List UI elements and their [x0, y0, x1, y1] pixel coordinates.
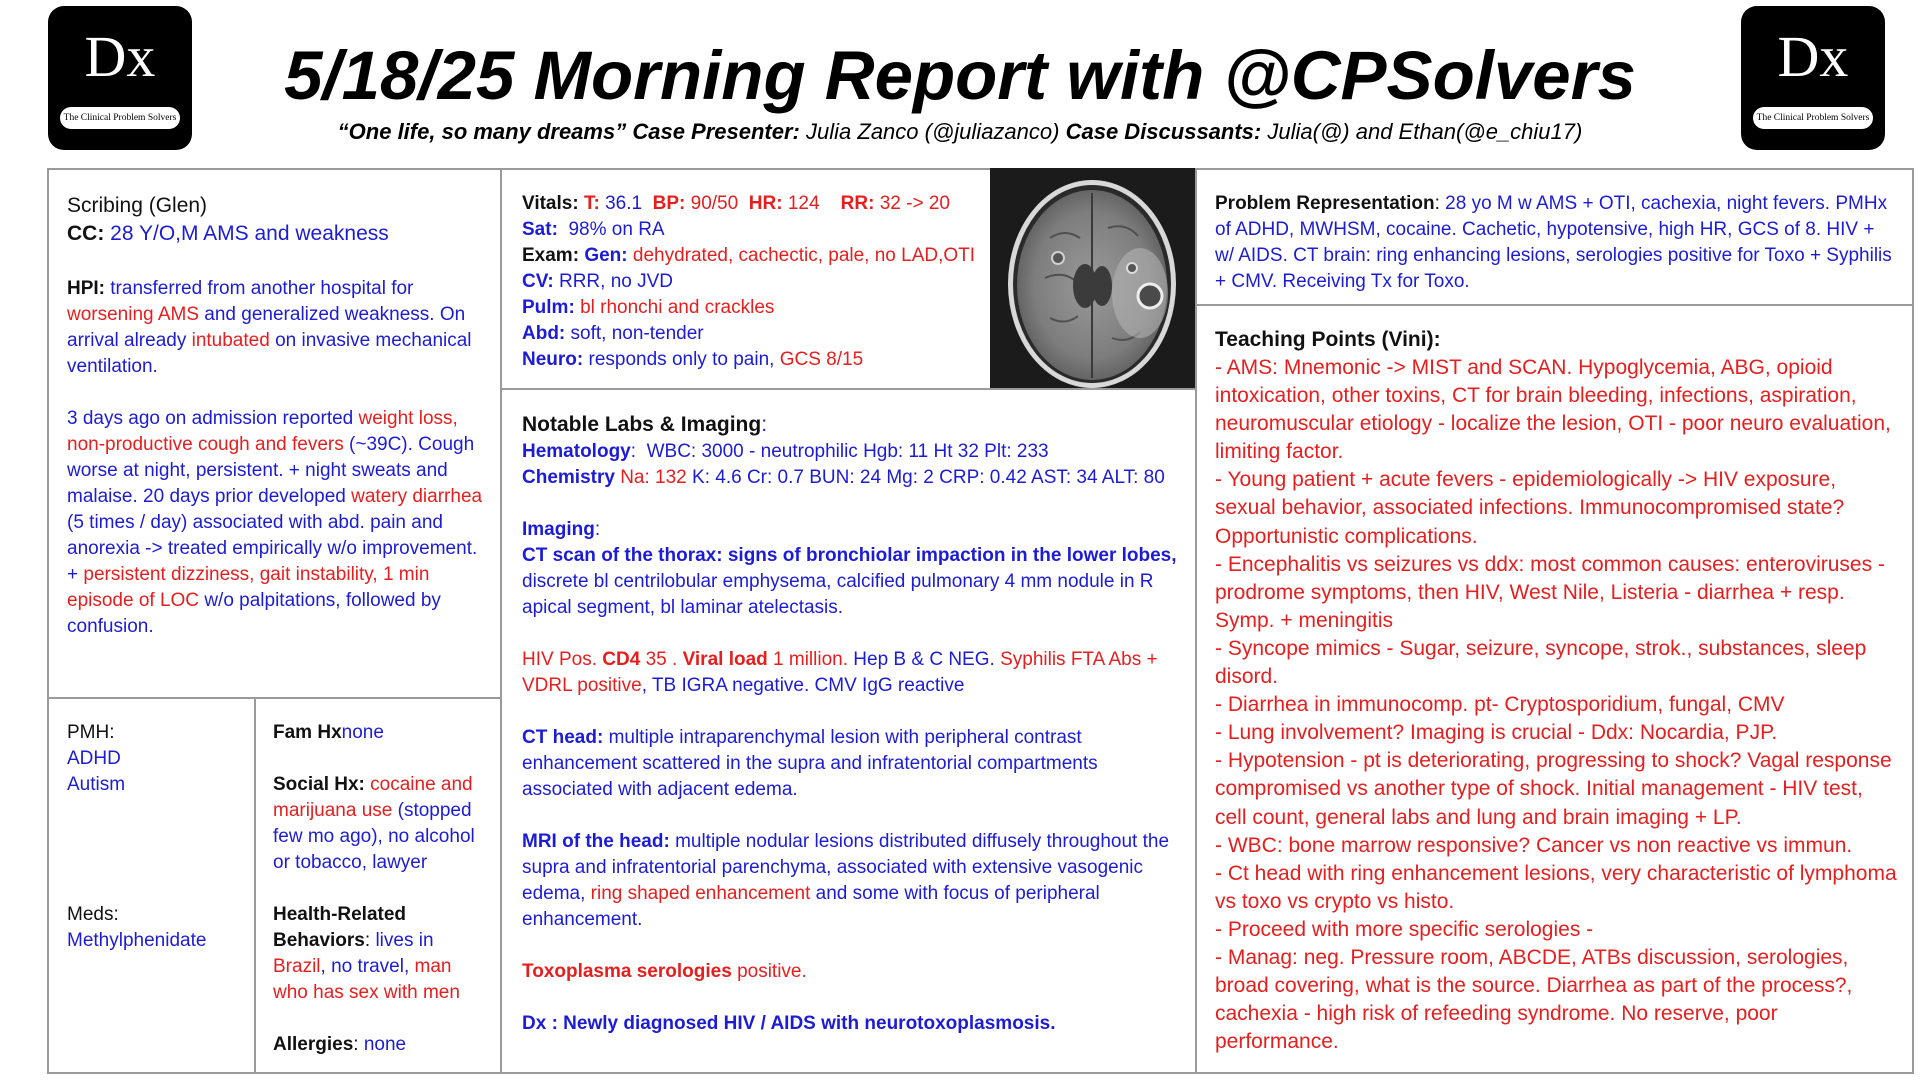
- logo-mark: Dx: [1777, 24, 1849, 89]
- abd-line: [522, 321, 982, 347]
- cps-logo-left: [48, 6, 192, 150]
- imaging-label: Imaging: [522, 519, 595, 540]
- teaching-label: Teaching Points (Vini):: [1215, 328, 1441, 351]
- health-highlight: man who has sex with men: [273, 956, 460, 1003]
- hpi-label: HPI:: [67, 278, 105, 299]
- ct-head-label: CT head:: [522, 727, 604, 748]
- ct-head: [522, 725, 1181, 803]
- neuro-line: [522, 347, 982, 373]
- case-name: “One life, so many dreams”: [337, 119, 627, 144]
- gcs-value: GCS 8/15: [779, 349, 864, 370]
- hpi-text: and generalized weakness. On arrival already: [67, 304, 466, 351]
- teaching-list: [1215, 354, 1900, 1056]
- family-history: [273, 720, 490, 746]
- social-panel: [254, 697, 502, 1074]
- temp-value: 36.1: [605, 193, 643, 214]
- sat-line: [522, 217, 982, 243]
- social-highlight: cocaine and marijuana use: [273, 774, 473, 821]
- vitals-label: Vitals:: [522, 193, 579, 214]
- cc-text: 28 Y/O,M AMS and weakness: [110, 222, 389, 245]
- labs-panel: [500, 388, 1197, 1074]
- discussants-label: Case Discussants:: [1065, 119, 1262, 144]
- exam-line: [522, 243, 982, 269]
- teaching-point: - Ct head with ring enhancement lesions, very characteristic of lymphoma vs toxo vs crypto vs histo.: [1215, 861, 1897, 913]
- discussants-names: Julia(@) and Ethan(@e_chiu17): [1267, 119, 1583, 144]
- hpi-text: transferred from another hospital for: [110, 278, 414, 299]
- cd4-value: 35 .: [645, 649, 678, 670]
- teaching-point: - WBC: bone marrow responsive? Cancer vs non reactive vs immun.: [1215, 833, 1853, 857]
- health-text: , no travel,: [320, 956, 410, 977]
- chem-label: Chemistry: [522, 467, 615, 488]
- hr-value: 124: [787, 193, 820, 214]
- case-subtitle: [200, 117, 1720, 147]
- vl-value: 1 million.: [773, 649, 849, 670]
- history-highlight: watery diarrhea: [351, 486, 483, 507]
- heme-values: WBC: 3000 - neutrophilic Hgb: 11 Ht 32 Plt: 233: [646, 441, 1049, 462]
- bp-value: 90/50: [690, 193, 739, 214]
- abd-label: Abd:: [522, 323, 566, 344]
- teaching-panel: [1195, 304, 1914, 1074]
- history-highlight: weight loss, non-productive cough and fevers: [67, 408, 458, 455]
- hiv-label: HIV: [522, 649, 554, 670]
- logo-tagline: The Clinical Problem Solvers: [60, 107, 180, 129]
- history-paragraph-2: [67, 406, 484, 640]
- gen-label: Gen:: [584, 245, 628, 266]
- allergies: Allergies: none: [273, 1034, 407, 1055]
- chem-sodium: Na: 132: [620, 467, 687, 488]
- pmh-label: PMH: [67, 722, 110, 743]
- pmh-heading: PMH:: [67, 722, 115, 743]
- logo-tagline: The Clinical Problem Solvers: [1753, 107, 1873, 129]
- allergies-label: Allergies: [273, 1034, 354, 1055]
- cv-label: CV:: [522, 271, 554, 292]
- problem-representation: Problem Representation: 28 yo M w AMS + OTI, cachexia, night fevers. PMHx of ADHD, MWHSM, cocaine. Cachetic, hypotensive, high HR, GCS of 8. HIV + w/ AIDS. CT brain: ring enhancing lesions, serologies positive for Toxo + Syphilis + CMV. Receiving Tx for Toxo.: [1215, 193, 1892, 292]
- mri-head-text: and some with focus of peripheral enhancement.: [522, 883, 1100, 930]
- meds-label: Meds: [67, 904, 114, 925]
- labs-heading: Notable Labs & Imaging:: [522, 413, 768, 436]
- neuro-value: responds only to pain,: [588, 349, 775, 370]
- ct-thorax: [522, 543, 1181, 621]
- bp-label: BP:: [652, 193, 686, 214]
- exam-label: Exam:: [522, 245, 580, 266]
- toxo-label: Toxoplasma serologies: [522, 961, 732, 982]
- mri-head: [522, 829, 1181, 933]
- social-text: (stopped few mo ago), no alcohol or tobacco, lawyer: [273, 800, 475, 873]
- sat-value: 98% on RA: [568, 219, 665, 240]
- toxo-value: positive.: [737, 961, 807, 982]
- cv-line: [522, 269, 982, 295]
- health-behaviors: Health-Related Behaviors: lives in Brazil, no travel, man who has sex with men: [273, 904, 460, 1003]
- page-title: 5/18/25 Morning Report with @CPSolvers: [284, 37, 1636, 114]
- vitals-panel: [500, 168, 992, 390]
- hiv-status: Pos.: [558, 649, 597, 670]
- ct-thorax-label: CT scan of the thorax: signs of bronchiolar impaction in the lower lobes,: [522, 545, 1177, 566]
- mri-head-text: multiple nodular lesions distributed diffusely throughout the supra and infratentorial parenchyma, associated with extensive vasogenic edema,: [522, 831, 1170, 904]
- health-label: Health-Related Behaviors: [273, 904, 407, 951]
- hpi-highlight: worsening AMS: [67, 304, 200, 325]
- ring-enhancing-lesion: [1138, 284, 1162, 308]
- pmh-item: ADHD: [67, 748, 121, 769]
- diagnosis-line: [522, 1011, 1181, 1037]
- pmh-panel: [47, 697, 256, 1074]
- tb-cmv-result: , TB IGRA negative. CMV IgG reactive: [641, 675, 965, 696]
- hpi-highlight: intubated: [191, 330, 270, 351]
- problem-panel: [1195, 168, 1914, 306]
- logo-mark: Dx: [84, 24, 156, 89]
- vl-label: Viral load: [682, 649, 768, 670]
- mri-head-highlight: ring shaped enhancement: [590, 883, 811, 904]
- cps-logo-right: [1741, 6, 1885, 150]
- hepatitis-result: Hep B & C NEG.: [853, 649, 995, 670]
- rr-value: 32 -> 20: [879, 193, 950, 214]
- pulm-label: Pulm:: [522, 297, 575, 318]
- scribe-label: Scribing (Glen): [67, 194, 208, 217]
- cd4-label: CD4: [602, 649, 641, 670]
- toxo-line: [522, 959, 1181, 985]
- chief-complaint: [67, 220, 484, 248]
- history-highlight: persistent dizziness, gait instability, 1 min episode of LOC: [67, 564, 430, 611]
- teaching-point: - AMS: Mnemonic -> MIST and SCAN. Hypoglycemia, ABG, opioid intoxication, other toxins, CT for brain bleeding, infections, aspiration, neuromuscular etiology - localize the lesion, OTI - poor neuro evaluation, limiting factor.: [1215, 356, 1891, 464]
- cv-value: RRR, no JVD: [558, 271, 673, 292]
- allergies-text: none: [363, 1034, 407, 1055]
- problem-text: 28 yo M w AMS + OTI, cachexia, night fevers. PMHx of ADHD, MWHSM, cocaine. Cachetic, hypotensive, high HR, GCS of 8. HIV + w/ AIDS. CT brain: ring enhancing lesions, serologies positive for Toxo + Syphilis + CMV. Receiving Tx for Toxo.: [1215, 193, 1892, 292]
- mri-head-label: MRI of the head:: [522, 831, 670, 852]
- hr-label: HR:: [748, 193, 783, 214]
- abd-value: soft, non-tender: [570, 323, 704, 344]
- vitals-line: [522, 191, 982, 217]
- labs-heading-text: Notable Labs & Imaging: [522, 413, 762, 436]
- health-highlight: Brazil: [273, 956, 321, 977]
- presenter-label: Case Presenter:: [632, 119, 800, 144]
- ring-enhancing-lesion: [1052, 252, 1064, 264]
- heme-label: Hematology: [522, 441, 631, 462]
- teaching-point: - Lung involvement? Imaging is crucial - Ddx: Nocardia, PJP.: [1215, 721, 1778, 745]
- presenter-name: Julia Zanco (@juliazanco): [806, 119, 1060, 144]
- fam-label: Fam Hx: [273, 722, 342, 743]
- problem-label: Problem Representation: [1215, 193, 1435, 214]
- teaching-point: - Syncope mimics - Sugar, seizure, syncope, strok., substances, sleep disord.: [1215, 636, 1867, 689]
- history-text: (5 times / day) associated with abd. pain and anorexia -> treated empirically w/o improvement. +: [67, 512, 478, 585]
- history-text: (~39C). Cough worse at night, persistent. + night sweats and malaise. 20 days prior developed: [67, 434, 475, 507]
- health-text: lives in: [375, 930, 434, 951]
- serology-line: [522, 647, 1181, 699]
- teaching-point: - Diarrhea in immunocomp. pt- Cryptosporidium, fungal, CMV: [1215, 693, 1785, 717]
- ct-head-text: multiple intraparenchymal lesion with peripheral contrast enhancement scattered in the supra and infratentorial compartments associated with adjacent edema.: [522, 727, 1098, 800]
- teaching-point: - Proceed with more specific serologies -: [1215, 917, 1594, 941]
- ct-thorax-text: discrete bl centrilobular emphysema, calcified pulmonary 4 mm nodule in R apical segment, bl laminar atelectasis.: [522, 571, 1154, 618]
- history-text: w/o palpitations, followed by confusion.: [67, 590, 441, 637]
- brain-mri-drawing: [990, 168, 1195, 405]
- sat-label: Sat:: [522, 219, 558, 240]
- teaching-point: - Manag: neg. Pressure room, ABCDE, ATBs discussion, serologies, broad covering, what is the source. Diarrhea as part of the process?, cachexia - high risk of refeeding syndrome. No reserve, poor performance.: [1215, 945, 1853, 1054]
- meds-heading: Meds:: [67, 904, 119, 925]
- teaching-point: - Young patient + acute fevers - epidemiologically -> HIV exposure, sexual behavior, associated infections. Immunocompromised state? Opportunistic complications.: [1215, 468, 1845, 548]
- chemistry-line: [522, 465, 1181, 491]
- meds-item: Methylphenidate: [67, 930, 207, 951]
- neuro-label: Neuro:: [522, 349, 584, 370]
- syphilis-result: Syphilis FTA Abs + VDRL positive: [522, 649, 1158, 696]
- pmh-item: Autism: [67, 774, 126, 795]
- gen-value: dehydrated, cachectic, pale, no LAD,OTI: [632, 245, 976, 266]
- social-label: Social Hx:: [273, 774, 365, 795]
- pulm-value: bl rhonchi and crackles: [580, 297, 775, 318]
- history-panel: [47, 168, 502, 699]
- teaching-point: - Encephalitis vs seizures vs ddx: most common causes: enteroviruses - prodrome symptoms, then HIV, West Nile, Listeria - diarrhea + resp. Symp. + meningitis: [1215, 552, 1885, 632]
- hematology-line: Hematology: WBC: 3000 - neutrophilic Hgb: 11 Ht 32 Plt: 233: [522, 441, 1049, 462]
- rr-label: RR:: [840, 193, 875, 214]
- hpi-text: on invasive mechanical ventilation.: [67, 330, 472, 377]
- imaging-heading: Imaging:: [522, 519, 601, 540]
- teaching-point: - Hypotension - pt is deteriorating, progressing to shock? Vagal response compromised vs another type of shock. Initial management - HIV test, cell count, general labs and lung and brain imaging + LP.: [1215, 749, 1892, 829]
- hpi-paragraph: [67, 276, 484, 380]
- chem-values: K: 4.6 Cr: 0.7 BUN: 24 Mg: 2 CRP: 0.42 AST: 34 ALT: 80: [692, 467, 1165, 488]
- social-history: [273, 772, 490, 876]
- diagnosis-text: Dx : Newly diagnosed HIV / AIDS with neurotoxoplasmosis.: [522, 1013, 1056, 1034]
- pulm-line: [522, 295, 982, 321]
- teaching-heading: [1215, 326, 1900, 354]
- ring-enhancing-lesion: [1127, 263, 1137, 273]
- fam-text: none: [341, 722, 384, 743]
- brain-mri-image: [990, 168, 1195, 405]
- history-text: 3 days ago on admission reported: [67, 408, 354, 429]
- cc-label: CC:: [67, 222, 105, 245]
- temp-label: T:: [583, 193, 600, 214]
